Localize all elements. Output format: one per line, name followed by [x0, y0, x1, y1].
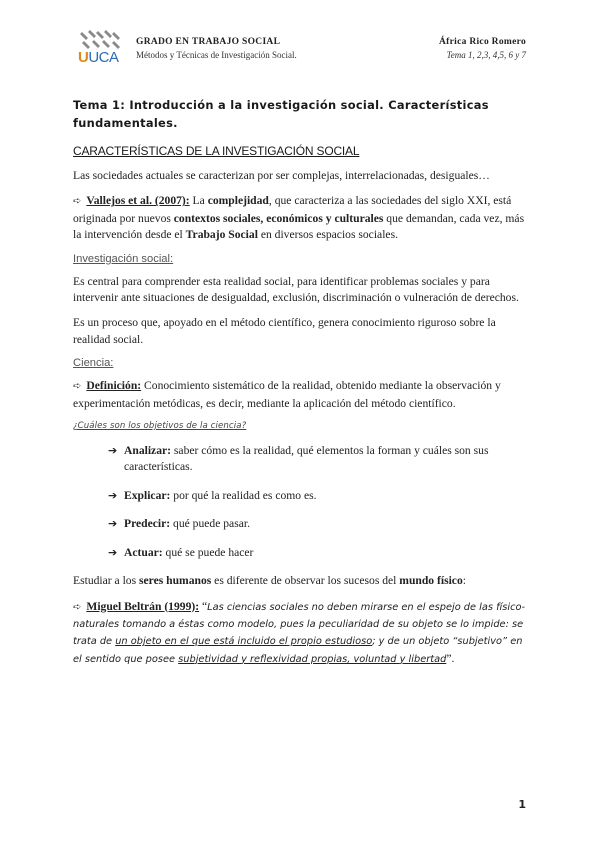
text-run: es diferente de observar los sucesos del: [211, 574, 400, 588]
bold-term: seres humanos: [139, 574, 212, 588]
list-item: [108, 516, 528, 532]
investigacion-paragraph-1: Es central para comprender esta realidad social, para identificar problemas sociales y para intervenir ante situaciones de desigualdad, exclusión, discriminación o vulneración de derechos.: [73, 274, 519, 305]
subject-name: Métodos y Técnicas de Investigación Social.: [136, 50, 297, 60]
bold-term: complejidad: [207, 194, 269, 208]
quote-text: ; y de un objeto “subjetivo” en el sentido que posee: [73, 636, 523, 665]
arrow-bullet-icon: ➔: [108, 444, 118, 458]
topics-range: Tema 1, 2,3, 4,5, 6 y 7: [446, 50, 526, 60]
arrow-bullet-icon: ➔: [108, 488, 118, 502]
text-run: “: [199, 599, 208, 613]
bold-term: mundo físico: [399, 574, 463, 588]
text-run: Conocimiento sistemático de la realidad, obtenido mediante la observación y experimentación metódicas, es decir, mediante la aplicación del método científico.: [73, 379, 501, 410]
tema-title: Tema 1: Introducción a la investigación social. Características fundamentales.: [73, 98, 489, 130]
arrow-icon: ➪: [73, 196, 82, 208]
text-run: ”.: [446, 651, 455, 665]
objective-label: Actuar:: [124, 545, 163, 559]
text-run: :: [462, 574, 466, 588]
objectives-list: [108, 443, 528, 561]
bold-term: Trabajo Social: [185, 228, 258, 242]
objective-label: Analizar:: [124, 444, 172, 458]
arrow-bullet-icon: ➔: [108, 517, 118, 531]
uca-logo: [76, 28, 124, 68]
header-left: [136, 37, 297, 60]
text-run: , que caracteriza a las sociedades del siglo XXI, está originada por nuevos: [73, 194, 512, 225]
text-run: Estudiar a los: [73, 574, 140, 588]
quote-underlined: un objeto en el que está incluido el propio estudioso: [115, 636, 373, 648]
document-body: [73, 96, 528, 677]
beltran-paragraph: [73, 599, 528, 669]
ciencia-heading: Ciencia:: [73, 357, 114, 370]
arrow-icon: ➪: [73, 381, 82, 393]
text-run: La: [189, 194, 208, 208]
bold-term: contextos sociales, económicos y culturales: [173, 211, 384, 225]
vallejos-paragraph: [73, 193, 528, 243]
text-run: que demandan, cada vez, más la intervención desde el: [73, 211, 525, 242]
objective-text: qué puede pasar.: [170, 517, 250, 531]
vallejos-citation: Vallejos et al. (2007):: [86, 194, 190, 208]
logo-ca: UCA: [88, 49, 119, 66]
objective-text: saber cómo es la realidad, qué elementos la forman y cuáles son sus características.: [124, 444, 489, 474]
list-item: [108, 488, 528, 504]
objective-text: por qué la realidad es como es.: [170, 488, 317, 502]
definicion-label: Definición:: [86, 379, 142, 393]
objetivos-question: ¿Cuáles son los objetivos de la ciencia?: [73, 421, 247, 432]
author-name: África Rico Romero: [439, 37, 526, 47]
estudiar-paragraph: [73, 573, 528, 589]
beltran-citation: Miguel Beltrán (1999):: [86, 599, 200, 613]
page-number: 1: [518, 798, 526, 811]
investigacion-paragraph-2: Es un proceso que, apoyado en el método científico, genera conocimiento riguroso sobre la realidad social.: [73, 316, 496, 346]
list-item: [108, 545, 528, 561]
quote-text: Las ciencias sociales no deben mirarse en el espejo de las físico-naturales tomando a éstas como modelo, pues la peculiaridad de su objeto se lo impide: se trata de: [73, 601, 526, 648]
objective-label: Explicar:: [124, 488, 171, 502]
objective-text: qué se puede hacer: [162, 545, 254, 559]
objective-label: Predecir:: [124, 517, 171, 531]
investigacion-social-heading: Investigación social:: [73, 252, 174, 265]
course-title: GRADO EN TRABAJO SOCIAL: [136, 37, 281, 47]
arrow-icon: ➪: [73, 601, 82, 613]
header-right: [439, 37, 526, 60]
arrow-bullet-icon: ➔: [108, 545, 118, 559]
intro-paragraph: Las sociedades actuales se caracterizan por ser complejas, interrelacionadas, desiguales…: [73, 169, 490, 182]
list-item: [108, 443, 528, 476]
definicion-paragraph: [73, 378, 528, 412]
section-title: CARACTERÍSTICAS DE LA INVESTIGACIÓN SOCIAL: [73, 144, 360, 158]
logo-u: U: [78, 49, 89, 66]
quote-underlined: subjetividad y reflexividad propias, voluntad y libertad: [178, 653, 447, 665]
text-run: en diversos espacios sociales.: [257, 228, 398, 242]
